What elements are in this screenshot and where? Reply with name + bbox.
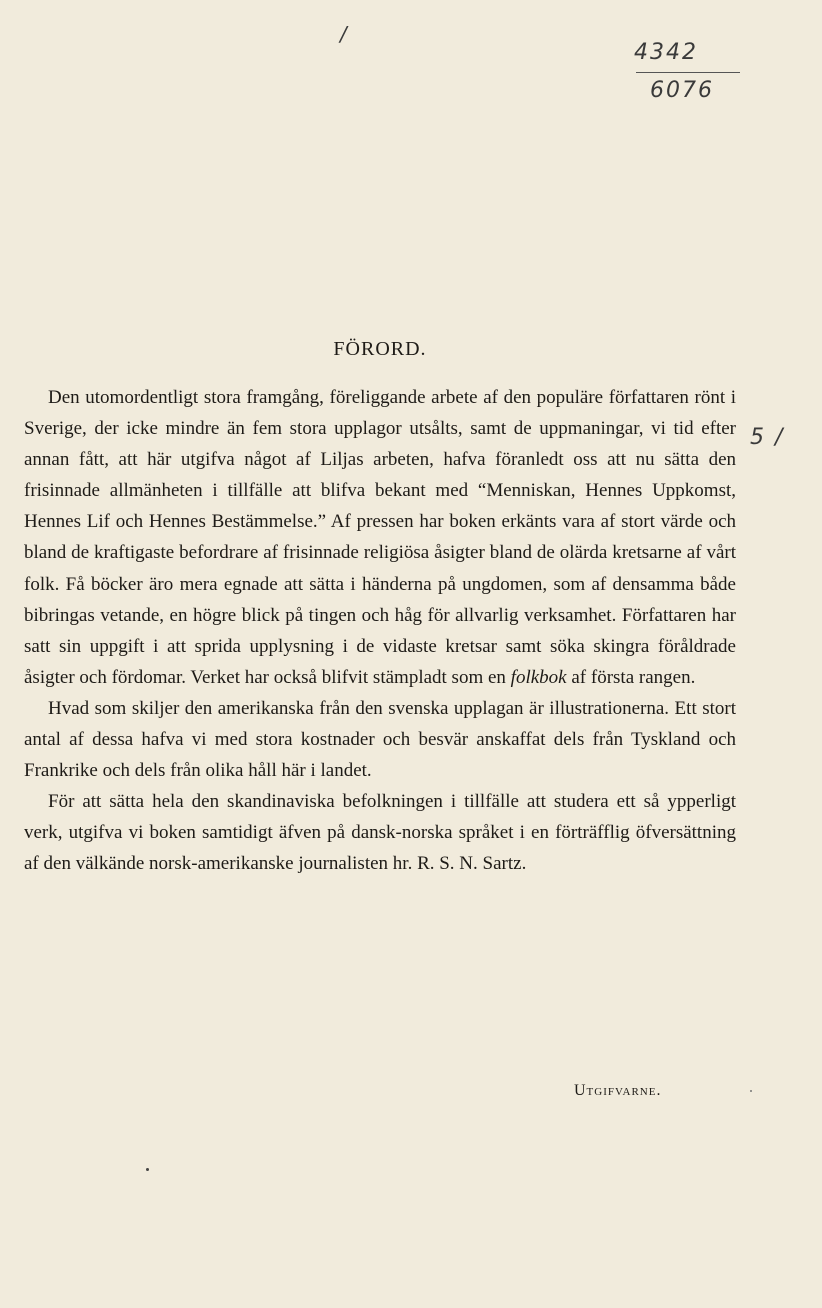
paragraph-1	[24, 382, 736, 693]
handwritten-shelf-number: 6076	[650, 78, 714, 103]
paper-speck	[750, 1090, 752, 1092]
page-title: FÖRORD.	[333, 338, 427, 360]
emphasized-word: folkbok	[510, 666, 567, 688]
paper-speck	[146, 1168, 149, 1171]
handwritten-catalog-number: 4342	[634, 40, 698, 65]
paragraph-2: Hvad som skiljer den amerikanska från den svenska upplagan är illustrationerna. Ett stort antal af dessa hafva vi med stora kostnader och besvär anskaffat dels från Tyskland och Frankrike och dels från olika håll här i landet.	[24, 697, 736, 782]
handwritten-margin-mark: 5 /	[750, 425, 785, 450]
paragraph-1-end: af första rangen.	[571, 666, 696, 688]
preface-text	[24, 382, 736, 880]
paragraph-1-text: Den utomordentligt stora framgång, föreliggande arbete af den populäre författaren rönt i Sverige, der icke mindre än fem stora upplagor utsålts, samt de uppmaningar, vi tid efter annan fått, att här utgifva något af Liljas arbeten, hafva föranledt oss att nu sätta den frisinnade allmänheten i tillfälle att blifva bekant med “Menniskan, Hennes Uppkomst, Hennes Lif och Hennes Bestämmelse.” Af pressen har boken erkänts vara af stort värde och bland de kraftigaste befordrare af frisinnade religiösa åsigter bland de olärda kretsarne af vårt folk. Få böcker äro mera egnade att sätta i händerna på ungdomen, som af densamma både bibringas vetande, en högre blick på tingen och håg för allvarlig verksamhet. Författaren har satt sin uppgift i att sprida upplysning i de vidaste kretsar samt söka skingra föråldrade åsigter och fördomar. Verket har också blifvit stämpladt som en	[24, 387, 736, 688]
handwritten-underline	[636, 72, 740, 73]
paragraph-3: För att sätta hela den skandinaviska befolkningen i tillfälle att studera ett så ypperligt verk, utgifva vi boken samtidigt äfven på dansk-norska språket i en förträfflig öfversättning af den välkände norsk-amerikanske journalisten hr. R. S. N. Sartz.	[24, 791, 736, 875]
signature: Utgifvarne.	[574, 1082, 662, 1099]
handwritten-slash-mark: /	[340, 22, 349, 46]
